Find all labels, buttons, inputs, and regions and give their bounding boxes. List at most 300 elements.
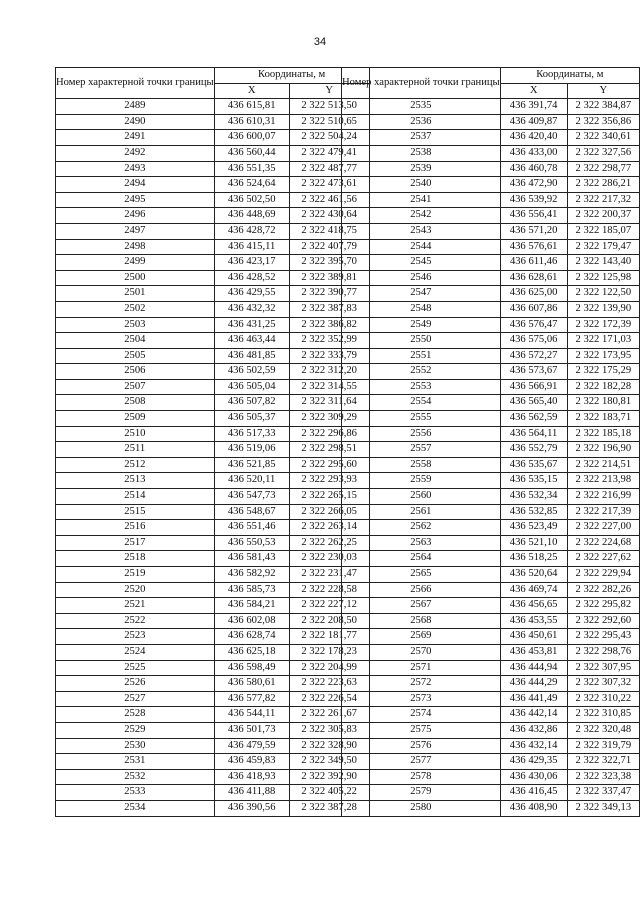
point-number-cell: 2520: [56, 582, 215, 598]
coord-y-cell: 2 322 293,93: [289, 473, 369, 489]
table-row: [56, 395, 370, 411]
table-row: [56, 348, 370, 364]
coord-x-cell: 436 585,73: [214, 582, 289, 598]
point-number-cell: 2499: [56, 255, 215, 271]
coord-y-cell: 2 322 390,77: [289, 286, 369, 302]
table-row: [56, 411, 370, 427]
coord-x-cell: 436 505,37: [214, 411, 289, 427]
coord-x-cell: 436 602,08: [214, 613, 289, 629]
coord-x-cell: 436 502,50: [214, 192, 289, 208]
point-number-cell: 2522: [56, 613, 215, 629]
table-row: [56, 301, 370, 317]
table-row: [342, 286, 640, 302]
table-row: [56, 114, 370, 130]
coord-y-cell: 2 322 510,65: [289, 114, 369, 130]
coord-y-cell: 2 322 224,68: [567, 535, 639, 551]
table-row: [342, 473, 640, 489]
coord-y-cell: 2 322 227,00: [567, 520, 639, 536]
point-number-cell: 2552: [342, 364, 501, 380]
coord-x-cell: 436 433,00: [500, 145, 567, 161]
point-number-cell: 2551: [342, 348, 501, 364]
coord-x-cell: 436 532,85: [500, 504, 567, 520]
point-number-cell: 2519: [56, 567, 215, 583]
table-row: [56, 442, 370, 458]
coord-y-cell: 2 322 386,82: [289, 317, 369, 333]
table-row: [56, 208, 370, 224]
coord-x-cell: 436 551,35: [214, 161, 289, 177]
table-row: [342, 317, 640, 333]
table-row: [56, 473, 370, 489]
point-number-cell: 2567: [342, 598, 501, 614]
coord-x-cell: 436 551,46: [214, 520, 289, 536]
point-number-cell: 2494: [56, 177, 215, 193]
coord-x-cell: 436 521,85: [214, 457, 289, 473]
coord-x-cell: 436 581,43: [214, 551, 289, 567]
table-row: [342, 301, 640, 317]
coord-x-cell: 436 523,49: [500, 520, 567, 536]
table-row: [56, 800, 370, 816]
coord-y-cell: 2 322 395,70: [289, 255, 369, 271]
coord-y-cell: 2 322 182,28: [567, 379, 639, 395]
point-number-cell: 2538: [342, 145, 501, 161]
point-number-cell: 2508: [56, 395, 215, 411]
coord-y-cell: 2 322 217,32: [567, 192, 639, 208]
coord-x-cell: 436 535,67: [500, 457, 567, 473]
table-row: [342, 442, 640, 458]
point-number-cell: 2534: [56, 800, 215, 816]
point-number-cell: 2492: [56, 145, 215, 161]
coord-x-cell: 436 562,59: [500, 411, 567, 427]
table-row: [342, 426, 640, 442]
point-number-cell: 2512: [56, 457, 215, 473]
coord-x-cell: 436 571,20: [500, 223, 567, 239]
table-row: [342, 535, 640, 551]
table-row: [342, 629, 640, 645]
coord-y-cell: 2 322 139,90: [567, 301, 639, 317]
coord-y-cell: 2 322 389,81: [289, 270, 369, 286]
coord-y-cell: 2 322 227,62: [567, 551, 639, 567]
coord-y-cell: 2 322 405,22: [289, 785, 369, 801]
coord-x-cell: 436 409,87: [500, 114, 567, 130]
point-number-cell: 2516: [56, 520, 215, 536]
coord-x-cell: 436 598,49: [214, 660, 289, 676]
coord-x-cell: 436 550,53: [214, 535, 289, 551]
coord-x-cell: 436 420,40: [500, 130, 567, 146]
point-number-cell: 2502: [56, 301, 215, 317]
table-row: [56, 613, 370, 629]
table-row: [342, 738, 640, 754]
coord-y-cell: 2 322 223,63: [289, 676, 369, 692]
coord-x-cell: 436 432,32: [214, 301, 289, 317]
coord-x-cell: 436 391,74: [500, 99, 567, 115]
coord-x-cell: 436 564,11: [500, 426, 567, 442]
point-number-cell: 2489: [56, 99, 215, 115]
coord-y-cell: 2 322 172,39: [567, 317, 639, 333]
coord-y-cell: 2 322 310,85: [567, 707, 639, 723]
table-row: [56, 644, 370, 660]
coord-y-cell: 2 322 327,56: [567, 145, 639, 161]
coord-y-cell: 2 322 487,77: [289, 161, 369, 177]
coord-x-cell: 436 519,06: [214, 442, 289, 458]
point-number-cell: 2576: [342, 738, 501, 754]
table-row: [56, 707, 370, 723]
coord-y-cell: 2 322 200,37: [567, 208, 639, 224]
coord-x-cell: 436 521,10: [500, 535, 567, 551]
coord-y-cell: 2 322 311,64: [289, 395, 369, 411]
table-row: [342, 551, 640, 567]
point-number-cell: 2565: [342, 567, 501, 583]
table-row: [56, 379, 370, 395]
table-row: [56, 520, 370, 536]
point-number-cell: 2540: [342, 177, 501, 193]
coord-y-cell: 2 322 298,77: [567, 161, 639, 177]
table-row: [342, 676, 640, 692]
point-number-cell: 2531: [56, 754, 215, 770]
coord-x-cell: 436 502,59: [214, 364, 289, 380]
coord-x-cell: 436 625,18: [214, 644, 289, 660]
point-number-cell: 2514: [56, 489, 215, 505]
point-number-cell: 2530: [56, 738, 215, 754]
point-number-cell: 2558: [342, 457, 501, 473]
coord-x-cell: 436 429,55: [214, 286, 289, 302]
coord-y-cell: 2 322 296,86: [289, 426, 369, 442]
table-row: [342, 644, 640, 660]
coord-x-cell: 436 416,45: [500, 785, 567, 801]
table-body-left: [56, 99, 370, 816]
coord-x-cell: 436 469,74: [500, 582, 567, 598]
coord-y-cell: 2 322 387,28: [289, 800, 369, 816]
table-row: [342, 489, 640, 505]
coord-x-cell: 436 576,47: [500, 317, 567, 333]
coord-y-cell: 2 322 208,50: [289, 613, 369, 629]
coord-x-cell: 436 459,83: [214, 754, 289, 770]
coord-y-cell: 2 322 312,20: [289, 364, 369, 380]
table-row: [342, 707, 640, 723]
coord-x-cell: 436 611,46: [500, 255, 567, 271]
table-row: [56, 598, 370, 614]
table-row: [56, 286, 370, 302]
point-number-cell: 2572: [342, 676, 501, 692]
table-row: [56, 691, 370, 707]
coord-x-cell: 436 524,64: [214, 177, 289, 193]
table-row: [342, 722, 640, 738]
table-row: [342, 598, 640, 614]
coord-y-cell: 2 322 352,99: [289, 333, 369, 349]
table-row: [56, 239, 370, 255]
coord-x-cell: 436 428,52: [214, 270, 289, 286]
coord-x-cell: 436 615,81: [214, 99, 289, 115]
coord-x-cell: 436 535,15: [500, 473, 567, 489]
point-number-cell: 2570: [342, 644, 501, 660]
coord-y-cell: 2 322 392,90: [289, 769, 369, 785]
coord-x-cell: 436 460,78: [500, 161, 567, 177]
coord-x-cell: 436 481,85: [214, 348, 289, 364]
header-y: Y: [289, 83, 369, 99]
coord-x-cell: 436 566,91: [500, 379, 567, 395]
coord-y-cell: 2 322 307,95: [567, 660, 639, 676]
coord-y-cell: 2 322 513,50: [289, 99, 369, 115]
coord-y-cell: 2 322 265,15: [289, 489, 369, 505]
table-row: [342, 192, 640, 208]
table-row: [342, 395, 640, 411]
table-row: [342, 567, 640, 583]
coord-y-cell: 2 322 213,98: [567, 473, 639, 489]
table-row: [56, 535, 370, 551]
coord-x-cell: 436 431,25: [214, 317, 289, 333]
coord-y-cell: 2 322 196,90: [567, 442, 639, 458]
coord-x-cell: 436 532,34: [500, 489, 567, 505]
coord-y-cell: 2 322 292,60: [567, 613, 639, 629]
coord-x-cell: 436 408,90: [500, 800, 567, 816]
coord-y-cell: 2 322 430,64: [289, 208, 369, 224]
point-number-cell: 2517: [56, 535, 215, 551]
coord-x-cell: 436 580,61: [214, 676, 289, 692]
coord-y-cell: 2 322 214,51: [567, 457, 639, 473]
point-number-cell: 2495: [56, 192, 215, 208]
point-number-cell: 2548: [342, 301, 501, 317]
coord-x-cell: 436 456,65: [500, 598, 567, 614]
coord-x-cell: 436 441,49: [500, 691, 567, 707]
point-number-cell: 2524: [56, 644, 215, 660]
coord-x-cell: 436 507,82: [214, 395, 289, 411]
coord-x-cell: 436 429,35: [500, 754, 567, 770]
coord-x-cell: 436 577,82: [214, 691, 289, 707]
point-number-cell: 2526: [56, 676, 215, 692]
coord-y-cell: 2 322 323,38: [567, 769, 639, 785]
table-row: [56, 738, 370, 754]
coord-x-cell: 436 472,90: [500, 177, 567, 193]
coord-y-cell: 2 322 340,61: [567, 130, 639, 146]
point-number-cell: 2563: [342, 535, 501, 551]
coord-y-cell: 2 322 295,60: [289, 457, 369, 473]
coord-x-cell: 436 418,93: [214, 769, 289, 785]
coord-y-cell: 2 322 384,87: [567, 99, 639, 115]
coord-y-cell: 2 322 171,03: [567, 333, 639, 349]
table-row: [56, 99, 370, 115]
coord-x-cell: 436 411,88: [214, 785, 289, 801]
coord-y-cell: 2 322 204,99: [289, 660, 369, 676]
header-y: Y: [567, 83, 639, 99]
point-number-cell: 2506: [56, 364, 215, 380]
coord-y-cell: 2 322 349,13: [567, 800, 639, 816]
coord-y-cell: 2 322 263,14: [289, 520, 369, 536]
point-number-cell: 2493: [56, 161, 215, 177]
coord-x-cell: 436 444,94: [500, 660, 567, 676]
coord-y-cell: 2 322 333,79: [289, 348, 369, 364]
point-number-cell: 2501: [56, 286, 215, 302]
coord-y-cell: 2 322 261,67: [289, 707, 369, 723]
coord-y-cell: 2 322 310,22: [567, 691, 639, 707]
point-number-cell: 2513: [56, 473, 215, 489]
coord-x-cell: 436 610,31: [214, 114, 289, 130]
point-number-cell: 2535: [342, 99, 501, 115]
table-row: [342, 223, 640, 239]
table-row: [342, 145, 640, 161]
coord-y-cell: 2 322 286,21: [567, 177, 639, 193]
point-number-cell: 2507: [56, 379, 215, 395]
coord-x-cell: 436 453,55: [500, 613, 567, 629]
table-row: [56, 177, 370, 193]
coord-x-cell: 436 453,81: [500, 644, 567, 660]
coord-y-cell: 2 322 180,81: [567, 395, 639, 411]
point-number-cell: 2574: [342, 707, 501, 723]
coord-x-cell: 436 584,21: [214, 598, 289, 614]
table-row: [56, 457, 370, 473]
coord-y-cell: 2 322 319,79: [567, 738, 639, 754]
point-number-cell: 2536: [342, 114, 501, 130]
point-number-cell: 2573: [342, 691, 501, 707]
point-number-cell: 2525: [56, 660, 215, 676]
point-number-cell: 2546: [342, 270, 501, 286]
table-row: [56, 255, 370, 271]
coord-x-cell: 436 430,06: [500, 769, 567, 785]
coord-x-cell: 436 520,64: [500, 567, 567, 583]
table-row: [342, 239, 640, 255]
coord-y-cell: 2 322 179,47: [567, 239, 639, 255]
coord-x-cell: 436 600,07: [214, 130, 289, 146]
coord-x-cell: 436 479,59: [214, 738, 289, 754]
coord-y-cell: 2 322 298,76: [567, 644, 639, 660]
coord-x-cell: 436 518,25: [500, 551, 567, 567]
point-number-cell: 2490: [56, 114, 215, 130]
point-number-cell: 2549: [342, 317, 501, 333]
coord-y-cell: 2 322 282,26: [567, 582, 639, 598]
point-number-cell: 2521: [56, 598, 215, 614]
table-row: [56, 364, 370, 380]
coord-y-cell: 2 322 307,32: [567, 676, 639, 692]
coord-x-cell: 436 560,44: [214, 145, 289, 161]
table-row: [342, 208, 640, 224]
coord-y-cell: 2 322 295,43: [567, 629, 639, 645]
point-number-cell: 2579: [342, 785, 501, 801]
coord-y-cell: 2 322 309,29: [289, 411, 369, 427]
point-number-cell: 2577: [342, 754, 501, 770]
point-number-cell: 2580: [342, 800, 501, 816]
coord-x-cell: 436 428,72: [214, 223, 289, 239]
point-number-cell: 2544: [342, 239, 501, 255]
table-row: [342, 457, 640, 473]
point-number-cell: 2578: [342, 769, 501, 785]
point-number-cell: 2518: [56, 551, 215, 567]
table-row: [56, 567, 370, 583]
coord-y-cell: 2 322 217,39: [567, 504, 639, 520]
coord-y-cell: 2 322 479,41: [289, 145, 369, 161]
point-number-cell: 2562: [342, 520, 501, 536]
coord-y-cell: 2 322 183,71: [567, 411, 639, 427]
table-row: [342, 769, 640, 785]
coord-x-cell: 436 552,79: [500, 442, 567, 458]
point-number-cell: 2533: [56, 785, 215, 801]
point-number-cell: 2511: [56, 442, 215, 458]
table-row: [342, 177, 640, 193]
coord-y-cell: 2 322 320,48: [567, 722, 639, 738]
point-number-cell: 2528: [56, 707, 215, 723]
coord-y-cell: 2 322 322,71: [567, 754, 639, 770]
coord-x-cell: 436 432,14: [500, 738, 567, 754]
coord-x-cell: 436 444,29: [500, 676, 567, 692]
table-row: [56, 130, 370, 146]
coord-y-cell: 2 322 266,05: [289, 504, 369, 520]
coord-y-cell: 2 322 185,07: [567, 223, 639, 239]
point-number-cell: 2497: [56, 223, 215, 239]
point-number-cell: 2561: [342, 504, 501, 520]
point-number-cell: 2545: [342, 255, 501, 271]
coord-y-cell: 2 322 295,82: [567, 598, 639, 614]
point-number-cell: 2504: [56, 333, 215, 349]
table-row: [342, 333, 640, 349]
table-row: [342, 114, 640, 130]
table-row: [56, 629, 370, 645]
table-row: [342, 364, 640, 380]
coord-y-cell: 2 322 504,24: [289, 130, 369, 146]
coord-x-cell: 436 450,61: [500, 629, 567, 645]
coord-y-cell: 2 322 231,47: [289, 567, 369, 583]
table-row: [56, 426, 370, 442]
point-number-cell: 2537: [342, 130, 501, 146]
table-row: [342, 691, 640, 707]
coord-x-cell: 436 544,11: [214, 707, 289, 723]
table-row: [56, 769, 370, 785]
table-row: [56, 676, 370, 692]
table-row: [342, 800, 640, 816]
table-row: [342, 754, 640, 770]
point-number-cell: 2559: [342, 473, 501, 489]
coord-x-cell: 436 575,06: [500, 333, 567, 349]
coord-x-cell: 436 628,74: [214, 629, 289, 645]
table-row: [56, 785, 370, 801]
coord-x-cell: 436 576,61: [500, 239, 567, 255]
coord-y-cell: 2 322 262,25: [289, 535, 369, 551]
coord-y-cell: 2 322 181,77: [289, 629, 369, 645]
coord-y-cell: 2 322 173,95: [567, 348, 639, 364]
table-row: [56, 504, 370, 520]
table-row: [342, 520, 640, 536]
header-point-number: Номер характерной точки границы: [56, 68, 215, 99]
header-point-number: Номер характерной точки границы: [342, 68, 501, 99]
point-number-cell: 2556: [342, 426, 501, 442]
table-row: [342, 504, 640, 520]
table-row: [56, 722, 370, 738]
point-number-cell: 2509: [56, 411, 215, 427]
coord-x-cell: 436 565,40: [500, 395, 567, 411]
coord-x-cell: 436 501,73: [214, 722, 289, 738]
coord-x-cell: 436 539,92: [500, 192, 567, 208]
coord-y-cell: 2 322 473,61: [289, 177, 369, 193]
table-row: [342, 582, 640, 598]
point-number-cell: 2550: [342, 333, 501, 349]
table-row: [56, 551, 370, 567]
table-row: [56, 489, 370, 505]
coord-y-cell: 2 322 298,51: [289, 442, 369, 458]
coord-x-cell: 436 517,33: [214, 426, 289, 442]
point-number-cell: 2568: [342, 613, 501, 629]
coord-x-cell: 436 572,27: [500, 348, 567, 364]
coord-x-cell: 436 573,67: [500, 364, 567, 380]
table-body-right: [342, 99, 640, 816]
table-row: [56, 145, 370, 161]
point-number-cell: 2503: [56, 317, 215, 333]
point-number-cell: 2515: [56, 504, 215, 520]
coord-y-cell: 2 322 407,79: [289, 239, 369, 255]
coord-y-cell: 2 322 314,55: [289, 379, 369, 395]
coord-x-cell: 436 448,69: [214, 208, 289, 224]
point-number-cell: 2543: [342, 223, 501, 239]
table-row: [342, 348, 640, 364]
table-row: [56, 192, 370, 208]
coord-y-cell: 2 322 175,29: [567, 364, 639, 380]
point-number-cell: 2560: [342, 489, 501, 505]
coord-y-cell: 2 322 461,56: [289, 192, 369, 208]
